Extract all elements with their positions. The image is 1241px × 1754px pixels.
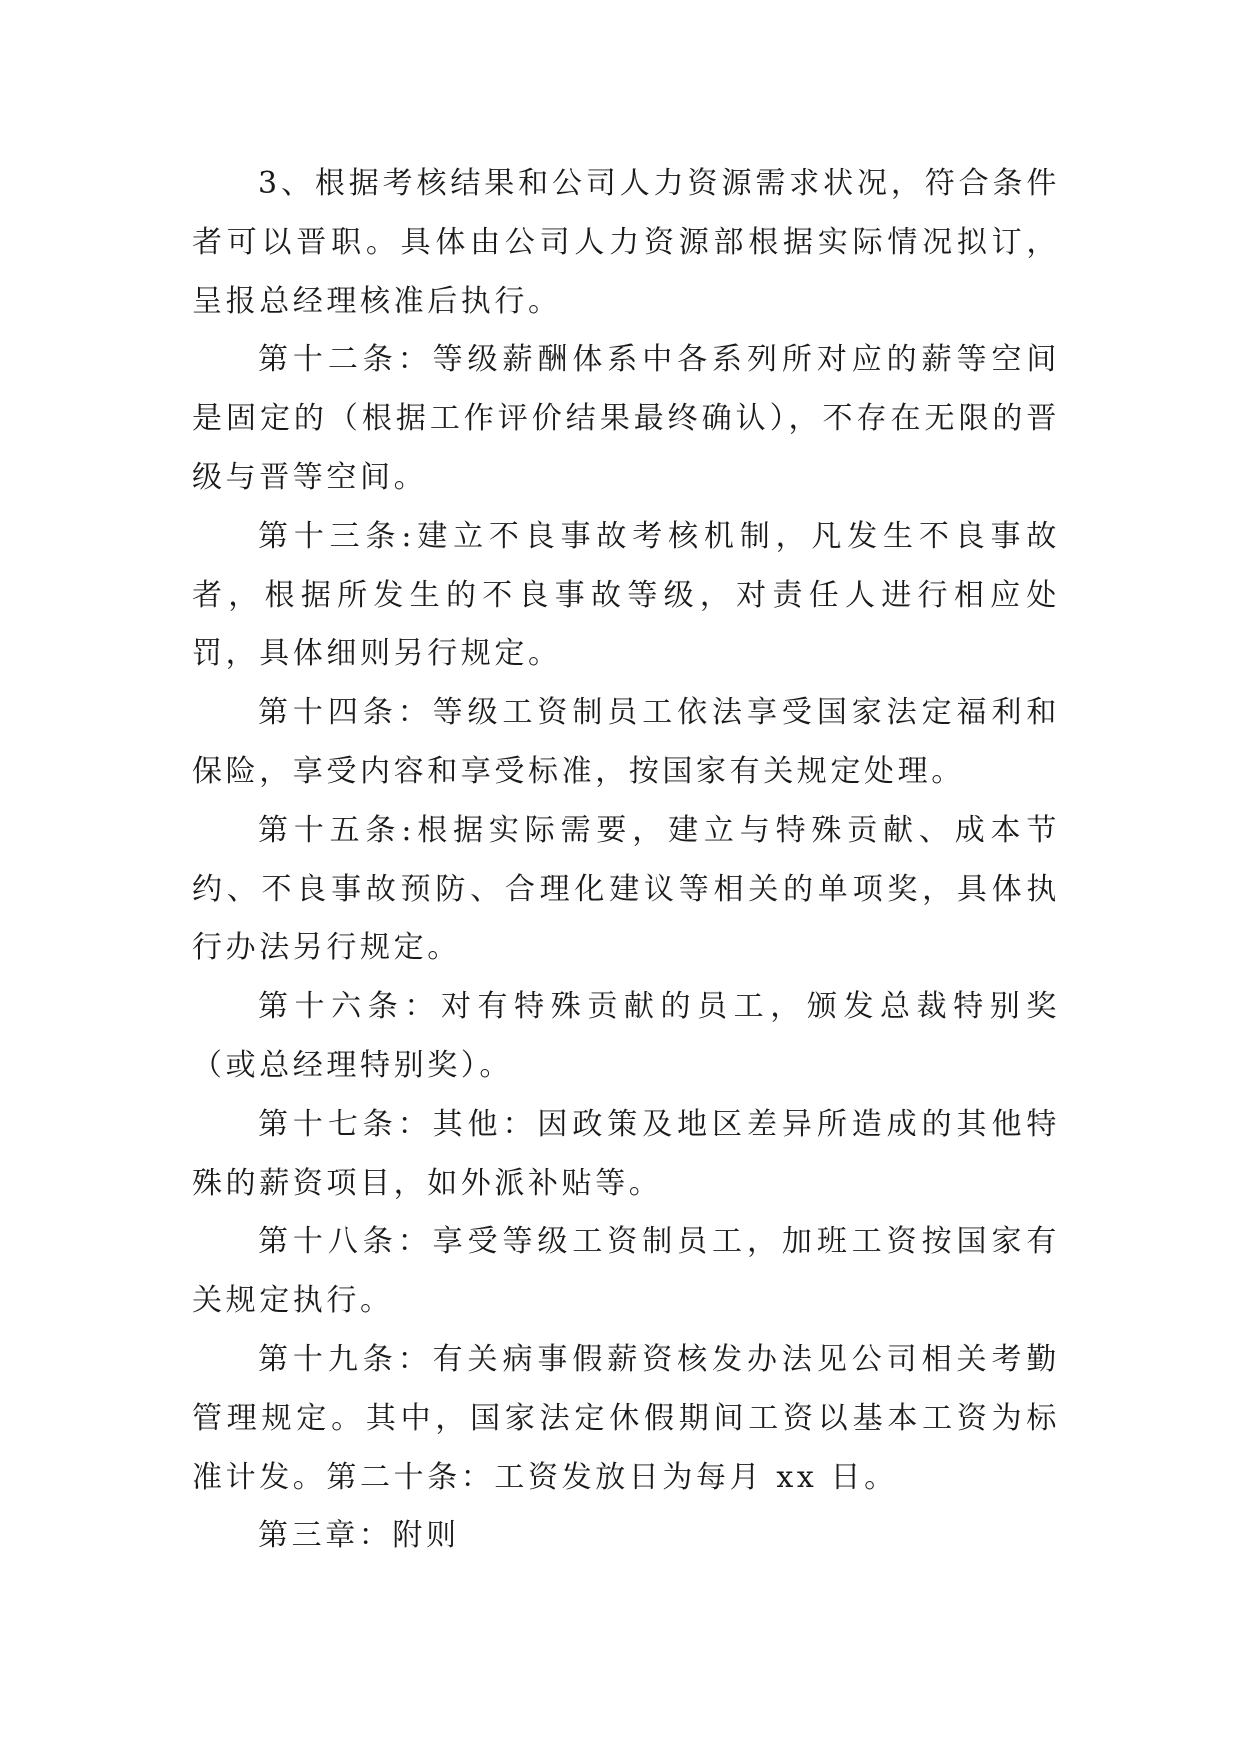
article-12: 第十二条：等级薪酬体系中各系列所对应的薪等空间是固定的（根据工作评价结果最终确认），不存在无限的晋级与晋等空间。 <box>192 342 1060 495</box>
article-18: 第十八条：享受等级工资制员工，加班工资按国家有关规定执行。 <box>192 1224 1060 1319</box>
article-14: 第十四条：等级工资制员工依法享受国家法定福利和保险，享受内容和享受标准，按国家有关规定处理。 <box>192 695 1060 789</box>
paragraph-item-3: 3、根据考核结果和公司人力资源需求状况，符合条件者可以晋职。具体由公司人力资源部根据实际情况拟订，呈报总经理核准后执行。 <box>192 166 1060 319</box>
document-body <box>192 155 1060 1566</box>
article-16: 第十六条：对有特殊贡献的员工，颁发总裁特别奖（或总经理特别奖）。 <box>192 989 1060 1083</box>
article-19-20: 第十九条：有关病事假薪资核发办法见公司相关考勤管理规定。其中，国家法定休假期间工资以基本工资为标准计发。第二十条：工资发放日为每月 xx 日。 <box>192 1341 1060 1495</box>
article-15: 第十五条:根据实际需要，建立与特殊贡献、成本节约、不良事故预防、合理化建议等相关的单项奖，具体执行办法另行规定。 <box>192 812 1060 966</box>
article-17: 第十七条：其他：因政策及地区差异所造成的其他特殊的薪资项目，如外派补贴等。 <box>192 1106 1060 1201</box>
chapter-3-heading: 第三章：附则 <box>258 1518 460 1554</box>
article-13: 第十三条:建立不良事故考核机制，凡发生不良事故者，根据所发生的不良事故等级，对责任人进行相应处罚，具体细则另行规定。 <box>192 518 1060 672</box>
